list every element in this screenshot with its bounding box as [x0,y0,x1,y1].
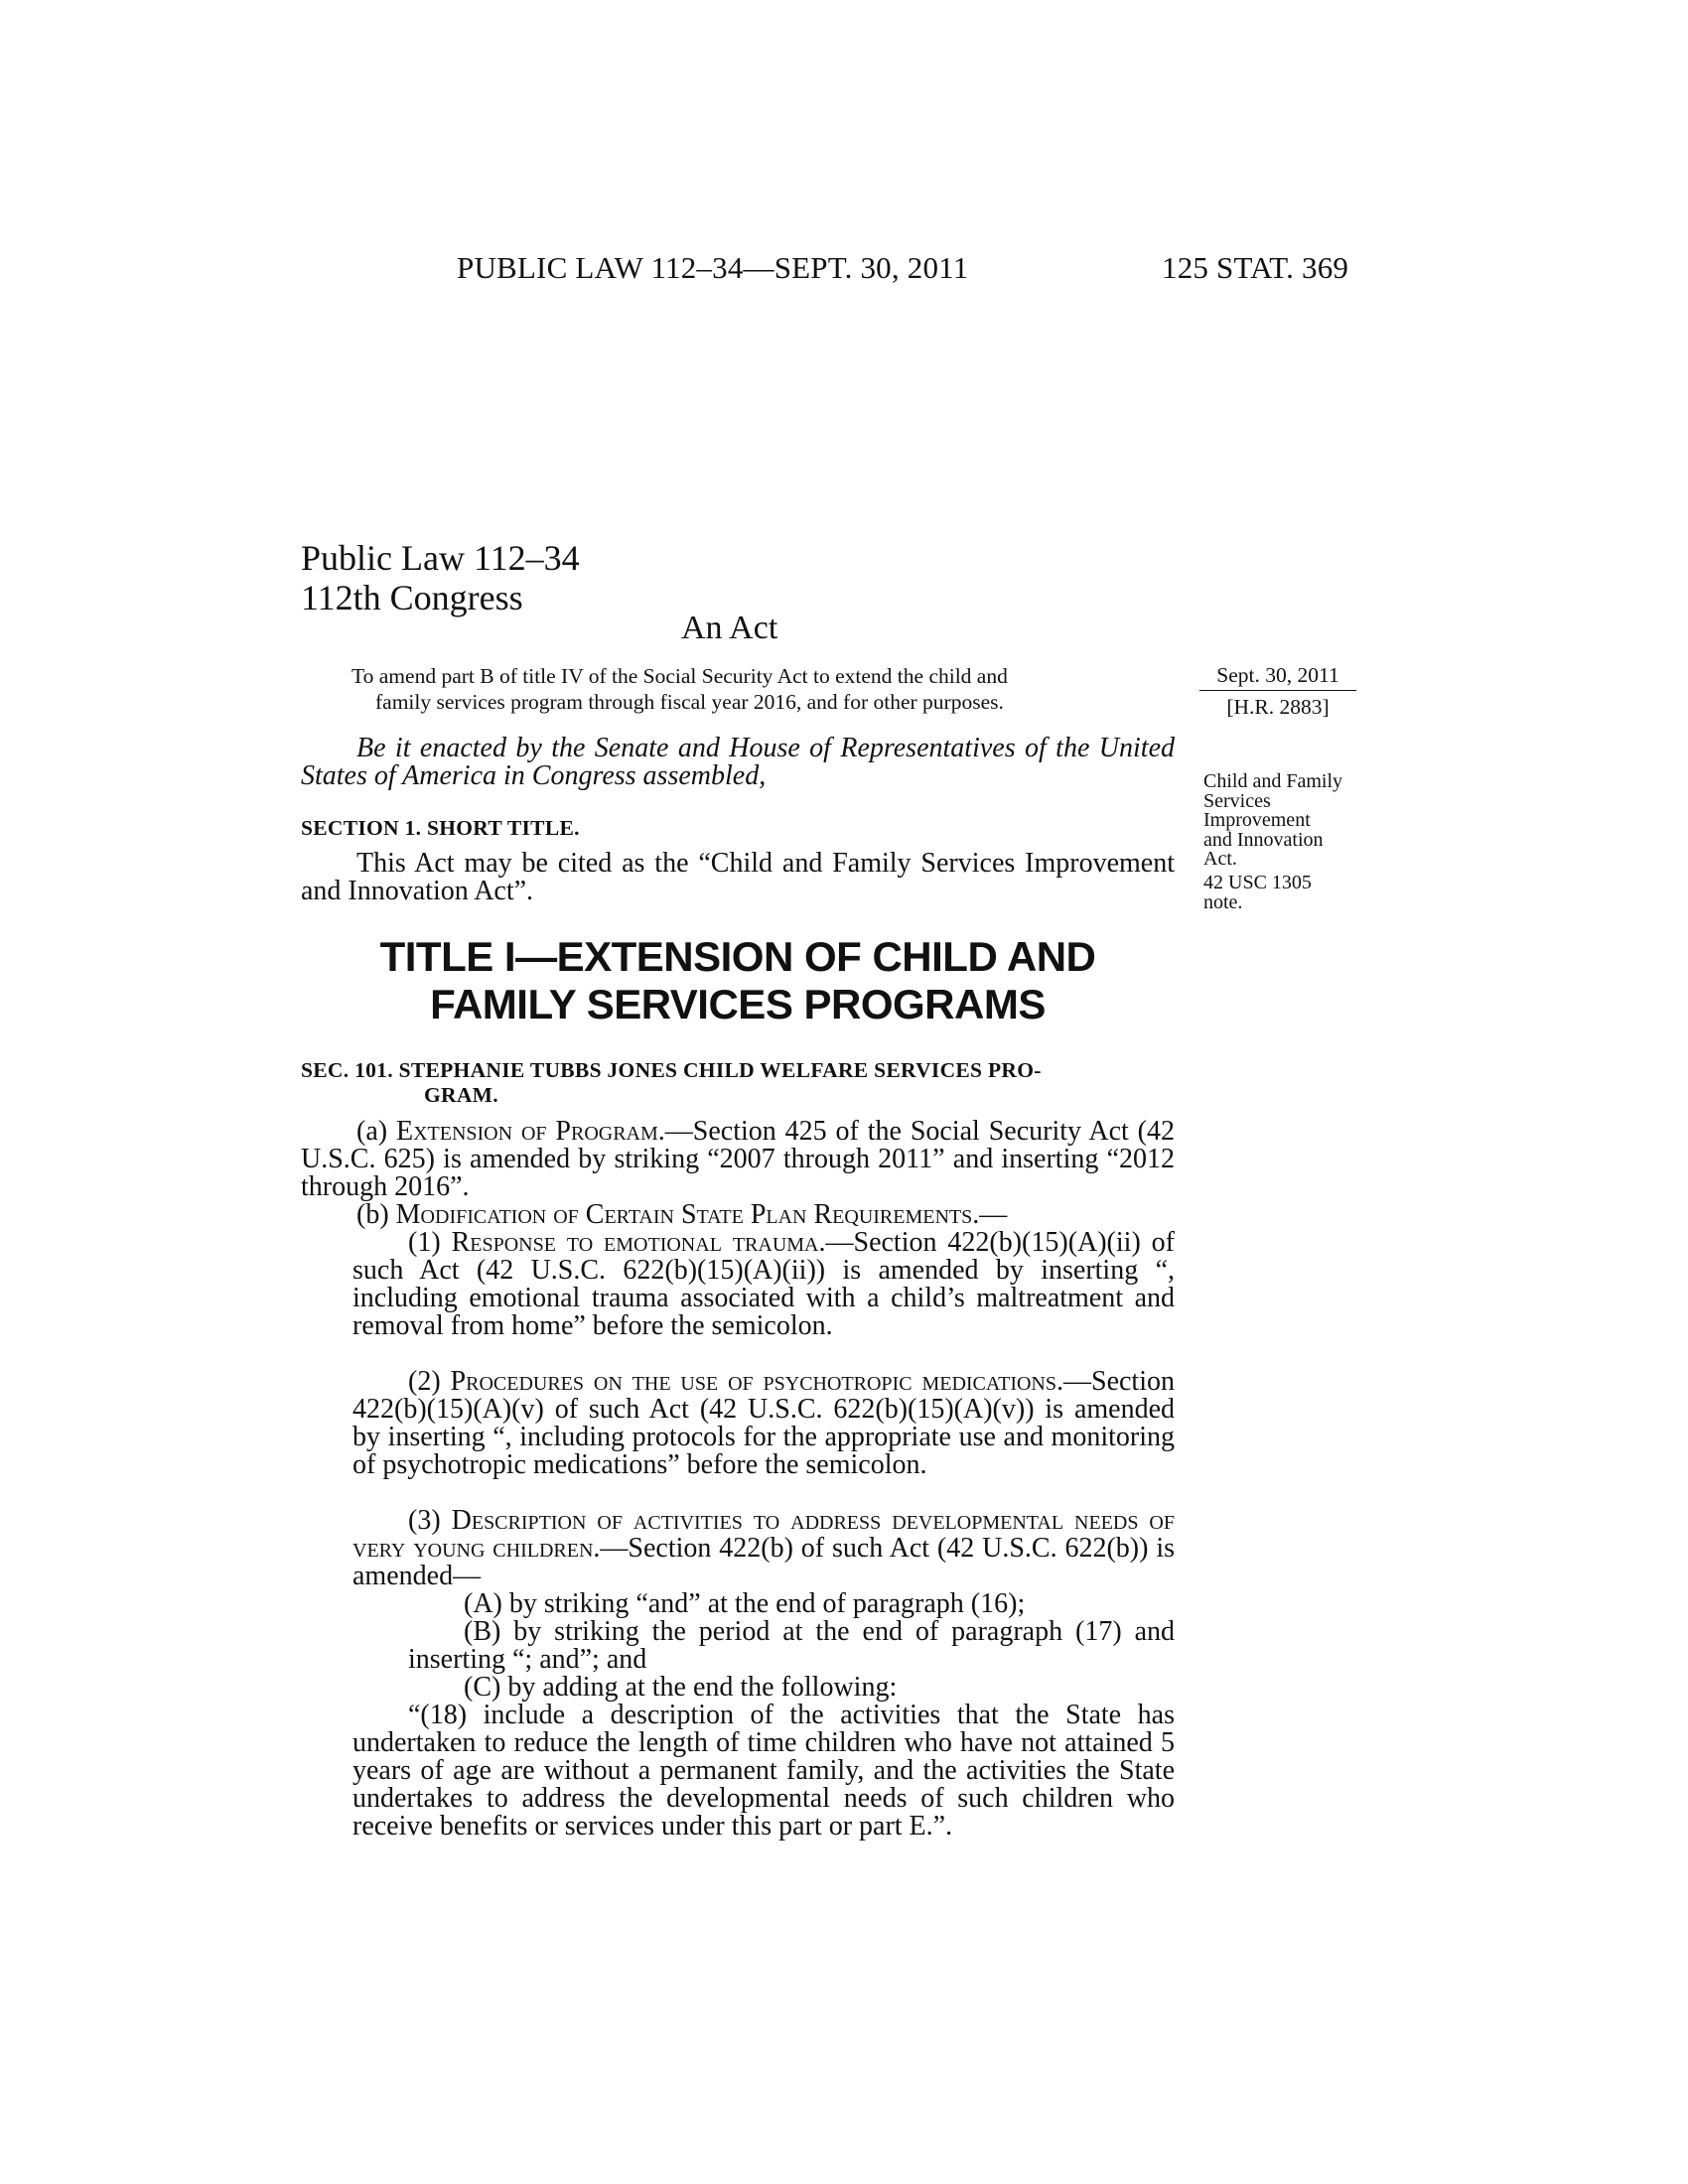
paragraph-b1: (1) Response to emotional trauma.—Section 422(b)(15)(A)(ii) of such Act (42 U.S.C. 622(b)(15)(A)(ii)) is amended by inserting “, including emotional trauma associated with a child’s maltreatment and removal from home” before the semicolon. [352,1227,1176,1341]
section-1-heading: SECTION 1. SHORT TITLE. [301,816,580,840]
subsection-a: (a) Extension of Program.—Section 425 of the Social Security Act (42 U.S.C. 625) is amended by striking “2007 through 2011” and inserting “2012 through 2016”. [301,1116,1176,1202]
subsection-a-heading: Extension of Program [395,1116,658,1147]
subsection-b: (b) Modification of Certain State Plan Requirements.— [356,1199,1008,1230]
purpose-line-2: family services program through fiscal year 2016, and for other purposes. [375,690,1004,714]
paragraph-b2: (2) Procedures on the use of psychotropic medications.—Section 422(b)(15)(A)(v) of such Act (42 U.S.C. 622(b)(15)(A)(v)) is amended by inserting “, including protocols for the appropriate use and monitoring of psychotropic medications” before the semicolon. [352,1366,1175,1480]
section-101-heading: SEC. 101. STEPHANIE TUBBS JONES CHILD WELFARE SERVICES PRO- GRAM. [301,1058,1042,1107]
margin-note-short-title: Child and Family Services Improvement and Innovation Act. [1203,770,1342,870]
subparagraph-C: (C) by adding at the end the following: [464,1672,898,1703]
subparagraph-A: (A) by striking “and” at the end of paragraph (16); [464,1588,1026,1619]
congress-number: 112th Congress [301,578,523,617]
enacting-clause: Be it enacted by the Senate and House of Representatives of the United States of America in Congress assembled, [301,733,1175,791]
paragraph-b2-heading: Procedures on the use of psychotropic medications [450,1366,1056,1397]
paragraph-b3: (3) Description of activities to address developmental needs of very young children.—Section 422(b) of such Act (42 U.S.C. 622(b)) is amended— [352,1505,1175,1591]
purpose-statement [352,663,1126,715]
running-head-page: 125 STAT. 369 [1162,250,1349,285]
date-box [1199,663,1356,720]
subsection-b-heading: Modification of Certain State Plan Requirements [395,1199,973,1230]
paragraph-18: “(18) include a description of the activities that the State has undertaken to reduce the length of time children who have not attained 5 years of age are without a permanent family, and the activities the State undertakes to address the developmental needs of such children who receive benefits or services under this part or part E.”. [352,1700,1175,1842]
act-heading: An Act [681,610,778,646]
section-1-text: This Act may be cited as the “Child and Family Services Improvement and Innovation Act”. [301,848,1175,906]
title-heading: TITLE I—EXTENSION OF CHILD AND FAMILY SERVICES PROGRAMS [379,933,1096,1027]
running-head-law: PUBLIC LAW 112–34—SEPT. 30, 2011 [457,250,969,285]
margin-note-usc: 42 USC 1305 note. [1203,872,1312,913]
enactment-date: Sept. 30, 2011 [1199,663,1356,691]
subparagraph-B: (B) by striking the period at the end of paragraph (17) and inserting “; and”; and [408,1616,1175,1675]
paragraph-b3-heading: Description of activities to address developmental needs of very young children [352,1505,1175,1564]
bill-number: [H.R. 2883] [1226,695,1330,719]
purpose-line-1: To amend part B of title IV of the Social Security Act to extend the child and [352,664,1008,688]
paragraph-b1-heading: Response to emotional trauma [451,1227,819,1258]
public-law-number: Public Law 112–34 [301,538,580,578]
